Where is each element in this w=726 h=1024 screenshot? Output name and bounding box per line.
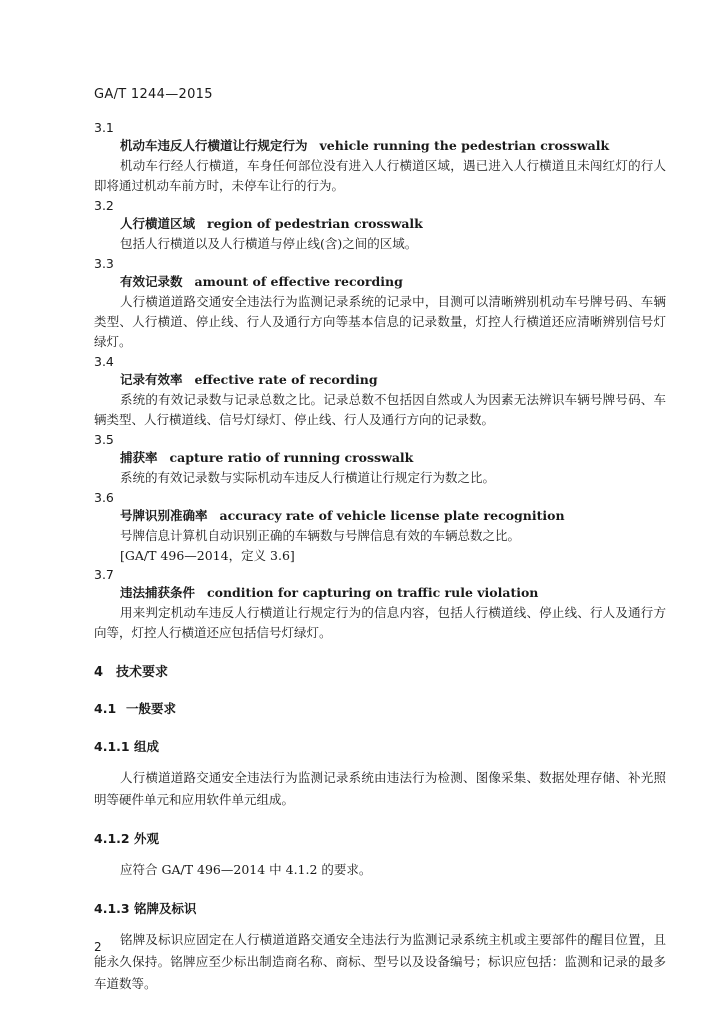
subsection-title: 一般要求	[126, 701, 177, 716]
subsection-number: 4.1.3	[94, 901, 130, 916]
term-zh: 号牌识别准确率	[120, 508, 208, 523]
term-en: capture ratio of running crosswalk	[169, 450, 414, 465]
standard-header: GA/T 1244—2015	[94, 87, 213, 102]
term-zh: 违法捕获条件	[120, 585, 196, 600]
term-zh: 有效记录数	[120, 274, 183, 289]
term-heading	[94, 507, 666, 526]
term-number: 3.1	[94, 120, 114, 135]
term-en: region of pedestrian crosswalk	[207, 216, 423, 231]
paragraph: 应符合 GA/T 496—2014 中 4.1.2 的要求。	[120, 862, 372, 877]
term-zh: 机动车违反人行横道让行规定行为	[120, 138, 308, 153]
term-definition: 人行横道道路交通安全违法行为监测记录系统的记录中，目测可以清晰辨别机动车号牌号码、车辆类型、人行横道、停止线、行人及通行方向等基本信息的记录数量，灯控人行横道还应清晰辨别信号灯绿灯。	[94, 294, 666, 349]
term-en: accuracy rate of vehicle license plate recognition	[219, 508, 565, 523]
term-en: condition for capturing on traffic rule violation	[207, 585, 539, 600]
document-body	[94, 119, 666, 995]
subsection-number: 4.1	[94, 701, 117, 716]
term-zh: 捕获率	[120, 450, 158, 465]
term-number: 3.3	[94, 256, 114, 271]
section-number: 4	[94, 665, 104, 680]
term-heading	[94, 137, 666, 156]
term-definition: 用来判定机动车违反人行横道让行规定行为的信息内容，包括人行横道线、停止线、行人及通行方向等，灯控人行横道还应包括信号灯绿灯。	[94, 605, 666, 640]
term-number: 3.5	[94, 432, 114, 447]
subsection-heading	[94, 829, 666, 849]
subsection-title: 外观	[134, 831, 160, 846]
term-en: effective rate of recording	[194, 372, 378, 387]
subsection-number: 4.1.1	[94, 739, 130, 754]
term-number: 3.6	[94, 490, 114, 505]
section-heading	[94, 661, 666, 681]
term-definition: 号牌信息计算机自动识别正确的车辆数与号牌信息有效的车辆总数之比。	[120, 528, 521, 543]
term-number: 3.4	[94, 354, 114, 369]
term-definition: 系统的有效记录数与实际机动车违反人行横道让行规定行为数之比。	[120, 470, 496, 485]
subsection-title: 组成	[134, 739, 160, 754]
term-definition: 机动车行经人行横道，车身任何部位没有进入人行横道区域，遇已进入人行横道且未闯红灯的行人即将通过机动车前方时，未停车让行的行为。	[94, 158, 666, 193]
term-definition: 包括人行横道以及人行横道与停止线(含)之间的区域。	[120, 236, 418, 251]
subsection-number: 4.1.2	[94, 831, 130, 846]
subsection-heading	[94, 899, 666, 919]
term-number: 3.2	[94, 198, 114, 213]
term-heading	[94, 371, 666, 390]
term-en: vehicle running the pedestrian crosswalk	[319, 138, 610, 153]
term-number: 3.7	[94, 567, 114, 582]
term-heading	[94, 273, 666, 292]
subsection-heading	[94, 699, 666, 719]
term-en: amount of effective recording	[194, 274, 403, 289]
term-zh: 记录有效率	[120, 372, 183, 387]
paragraph: 人行横道道路交通安全违法行为监测记录系统由违法行为检测、图像采集、数据处理存储、补光照明等硬件单元和应用软件单元组成。	[94, 770, 666, 807]
term-zh: 人行横道区域	[120, 216, 196, 231]
term-heading	[94, 215, 666, 234]
term-heading	[94, 584, 666, 603]
subsection-heading	[94, 737, 666, 757]
page-number: 2	[94, 940, 102, 954]
paragraph: 铭牌及标识应固定在人行横道道路交通安全违法行为监测记录系统主机或主要部件的醒目位置，且能永久保持。铭牌应至少标出制造商名称、商标、型号以及设备编号；标识应包括：监测和记录的最多车道数等。	[94, 932, 666, 991]
term-definition: 系统的有效记录数与记录总数之比。记录总数不包括因自然或人为因素无法辨识车辆号牌号码、车辆类型、人行横道线、信号灯绿灯、停止线、行人及通行方向的记录数。	[94, 392, 666, 427]
section-title: 技术要求	[116, 665, 169, 680]
term-source: [GA/T 496—2014，定义 3.6]	[120, 548, 295, 563]
subsection-title: 铭牌及标识	[134, 901, 197, 916]
term-heading	[94, 449, 666, 468]
